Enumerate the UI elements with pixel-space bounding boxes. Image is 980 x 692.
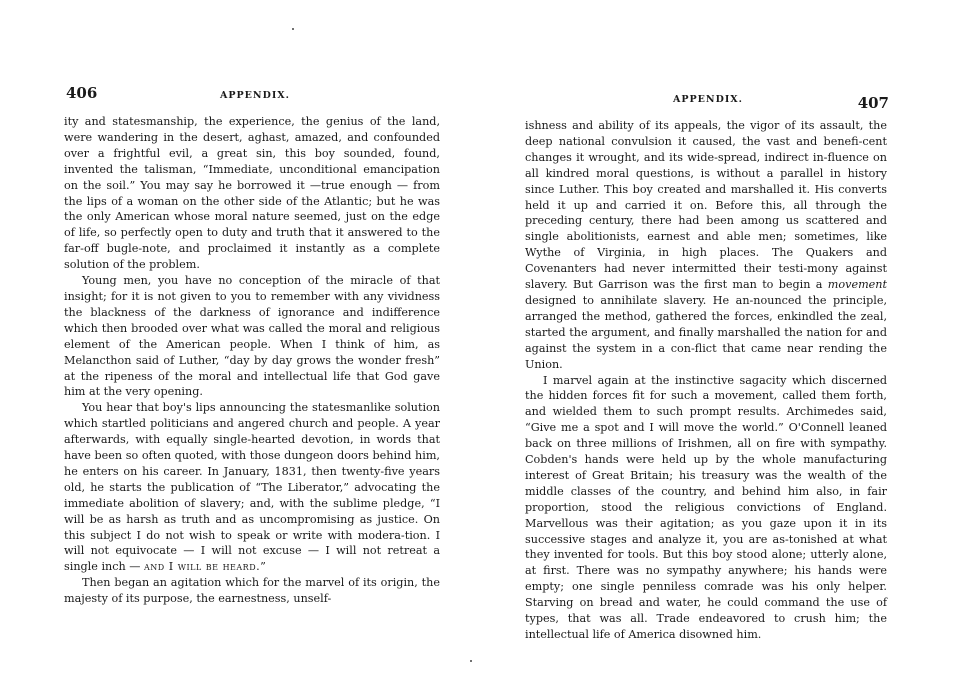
right-page (521, 0, 889, 692)
left-page (56, 0, 440, 692)
running-head: APPENDIX. (220, 90, 290, 101)
paragraph-text: designed to annihilate slavery. He an-nounced the principle, arranged the method, gathered the forces, enkindled the zeal, started the argument, and finally marshalled the nation for and against the system in a con-flict that came near rending the Union. (525, 293, 887, 371)
paragraph-text: You hear that boy's lips announcing the statesmanlike solution which startled politicians and angered church and people. A year afterwards, with equally single-hearted devotion, in words that have been so often quoted, with those dungeon doors behind him, he enters on his career. In January, 1831, then twenty-five years old, he starts the publication of “The Liberator,” advocating the immediate abolition of slavery; and, with the sublime pledge, “I will be as harsh as truth and as uncompromising as justice. On this subject I do not wish to speak or write with modera-tion. I will not equivocate — I will not excuse — I will not retreat a single inch — (64, 401, 440, 574)
running-head: APPENDIX. (673, 94, 743, 105)
paragraph: I marvel again at the instinctive sagacity which discerned the hidden forces fit for such a movement, called them forth, and wielded them to such prompt results. Archimedes said, “Give me a spot and I will move the world.” O'Connell leaned back on three millions of Irishmen, all on fire with sympathy. Cobden's hands were held up by the whole manufacturing interest of Great Britain; his treasury was the wealth of the middle classes of the country, and behind him also, in fair proportion, stood the religious convictions of England. Marvellous was their agitation; as you gaze upon it in its successive stages and analyze it, you are as-tonished at what they invented for tools. But this boy stood alone; utterly alone, at first. There was no sympathy anywhere; his hands were empty; one single penniless comrade was his only helper. Starving on bread and water, he could command the use of types, that was all. Trade endeavored to crush him; the intellectual life of America disowned him. (525, 373, 887, 641)
paragraph (64, 400, 440, 575)
page-number: 406 (66, 84, 98, 102)
body-text (525, 118, 887, 643)
small-caps-phrase: and I will be heard. (144, 560, 261, 574)
print-speck (470, 660, 472, 662)
paragraph-text: ishness and ability of its appeals, the vigor of its assault, the deep national convulsion it caused, the vast and benefi-cent changes it wrought, and its wide-spread, indirect in-fluence on all kindred moral questions, is without a parallel in history since Luther. This boy created and marshalled it. His converts held it up and carried it on. Before this, all through the preceding century, there had been among us scattered and single abolitionists, earnest and able men; sometimes, like Wythe of Virginia, in high places. The Quakers and Covenanters had never intermitted their testi-mony against slavery. But Garrison was the first man to begin a (525, 119, 887, 292)
paragraph: ity and statesmanship, the experience, the genius of the land, were wandering in the desert, aghast, amazed, and confounded over a frightful evil, a great sin, this boy sounded, found, invented the talisman, “Immediate, unconditional emancipation on the soil.” You may say he borrowed it —true enough — from the lips of a woman on the other side of the Atlantic; but he was the only American whose moral nature seemed, just on the edge of life, so perfectly open to duty and truth that it answered to the far-off bugle-note, and proclaimed it instantly as a complete solution of the problem. (64, 115, 440, 272)
closing-quote: ” (260, 560, 266, 574)
print-speck (292, 28, 294, 30)
paragraph: Young men, you have no conception of the miracle of that insight; for it is not given to you to remember with any vividness the blackness of the darkness of ignorance and indifference which then brooded over what was called the moral and religious element of the American people. When I think of him, as Melancthon said of Luther, “day by day grows the wonder fresh” at the ripeness of the moral and intellectual life that God gave him at the very opening. (64, 274, 440, 399)
body-text (64, 114, 440, 607)
paragraph: Then began an agitation which for the marvel of its origin, the majesty of its purpose, the earnestness, unself- (64, 576, 440, 606)
page-number: 407 (857, 94, 889, 112)
italic-word: movement (827, 278, 887, 292)
paragraph (525, 118, 887, 373)
